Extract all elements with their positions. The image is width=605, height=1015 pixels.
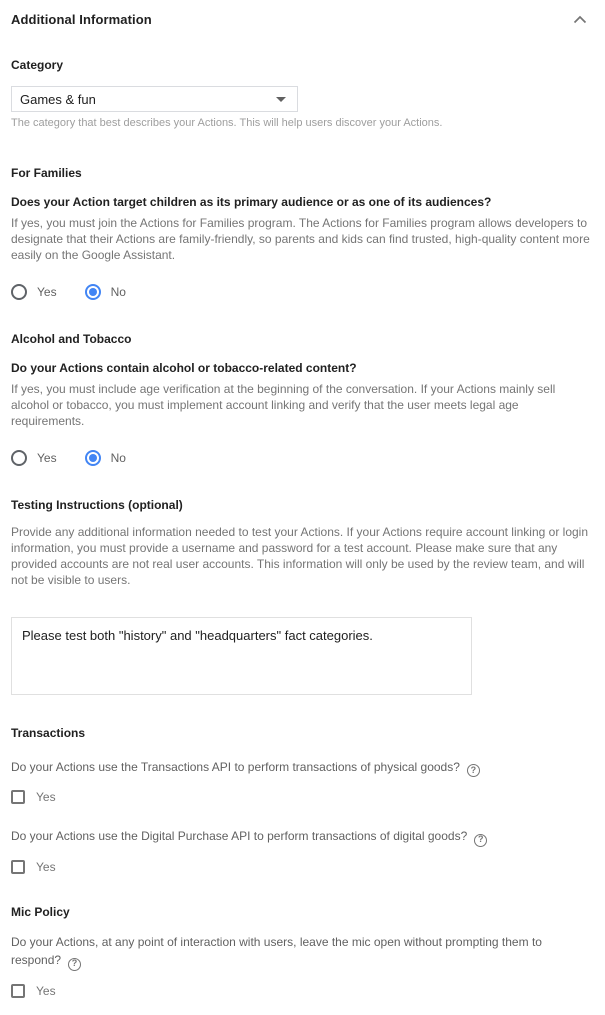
for-families-section [11,166,591,301]
for-families-description: If yes, you must join the Actions for Families program. The Actions for Families program allows developers to designate that their Actions are family-friendly, so parents and kids can find trusted, high-quality content more easily on the Google Assistant. [11,216,590,263]
alcohol-tobacco-heading: Alcohol and Tobacco [11,332,132,347]
mic-policy-checkbox[interactable] [11,984,25,998]
for-families-radio-no[interactable] [85,284,126,300]
transactions-physical-checkbox[interactable] [11,790,25,804]
category-select-value: Games & fun [20,91,96,107]
section-header [11,10,591,27]
mic-policy-heading: Mic Policy [11,904,70,919]
collapse-section-button[interactable] [571,13,589,26]
for-families-radio-yes[interactable] [11,284,57,300]
testing-instructions-section [11,498,591,695]
category-label: Category [11,58,64,72]
transactions-heading: Transactions [11,725,86,740]
transactions-digital-checkbox[interactable] [11,860,25,874]
checkbox-yes-label: Yes [36,983,56,998]
alcohol-tobacco-radio-no[interactable] [85,450,126,466]
radio-unselected-icon [11,284,27,300]
help-icon[interactable]: ? [467,764,480,777]
radio-selected-icon [85,284,101,300]
transactions-section [11,726,591,875]
radio-no-label: No [110,285,126,300]
help-icon[interactable]: ? [474,834,487,847]
radio-yes-label: Yes [37,451,57,466]
category-helper-text: The category that best describes your Actions. This will help users discover your Actions. [11,117,443,129]
radio-yes-label: Yes [37,285,57,300]
transactions-physical-question [11,758,591,777]
testing-instructions-input[interactable] [11,617,472,695]
transactions-physical-question-text: Do your Actions use the Transactions API to perform transactions of physical goods? [11,759,460,774]
radio-unselected-icon [11,450,27,466]
for-families-heading: For Families [11,166,82,180]
alcohol-tobacco-radio-yes[interactable] [11,450,57,466]
category-section [11,58,591,129]
mic-policy-question-text: Do your Actions, at any point of interaction with users, leave the mic open without prompting them to respond? [11,934,542,968]
radio-selected-icon [85,450,101,466]
chevron-up-icon [573,15,587,24]
testing-instructions-heading: Testing Instructions (optional) [11,498,183,513]
testing-instructions-description: Provide any additional information needed to test your Actions. If your Actions require account linking or login information, you must provide a username and password for a test account. Please make sure that any provided accounts are not real user accounts. This information will only be used by the review team, and will not be visible to users. [11,525,589,587]
category-select[interactable] [11,86,298,112]
for-families-question: Does your Action target children as its primary audience or as one of its audiences? [11,195,492,209]
transactions-digital-checkbox-row [11,859,591,875]
transactions-physical-checkbox-row [11,789,591,805]
page-title: Additional Information [11,12,152,27]
alcohol-tobacco-description: If yes, you must include age verification at the beginning of the conversation. If your Actions mainly sell alcohol or tobacco, you must implement account linking and verify that the user meets legal age requirements. [11,382,556,429]
alcohol-tobacco-radio-group [11,449,591,467]
transactions-digital-question [11,827,591,846]
alcohol-tobacco-question: Do your Actions contain alcohol or tobacco-related content? [11,361,357,376]
for-families-radio-group [11,283,591,301]
help-icon[interactable]: ? [68,958,81,971]
checkbox-yes-label: Yes [36,859,56,874]
dropdown-caret-icon [276,97,286,102]
mic-policy-question [11,933,556,971]
alcohol-tobacco-section [11,332,591,467]
transactions-digital-question-text: Do your Actions use the Digital Purchase API to perform transactions of digital goods? [11,829,468,844]
checkbox-yes-label: Yes [36,790,56,805]
mic-policy-checkbox-row [11,983,591,999]
radio-no-label: No [110,451,126,466]
mic-policy-section [11,905,591,999]
